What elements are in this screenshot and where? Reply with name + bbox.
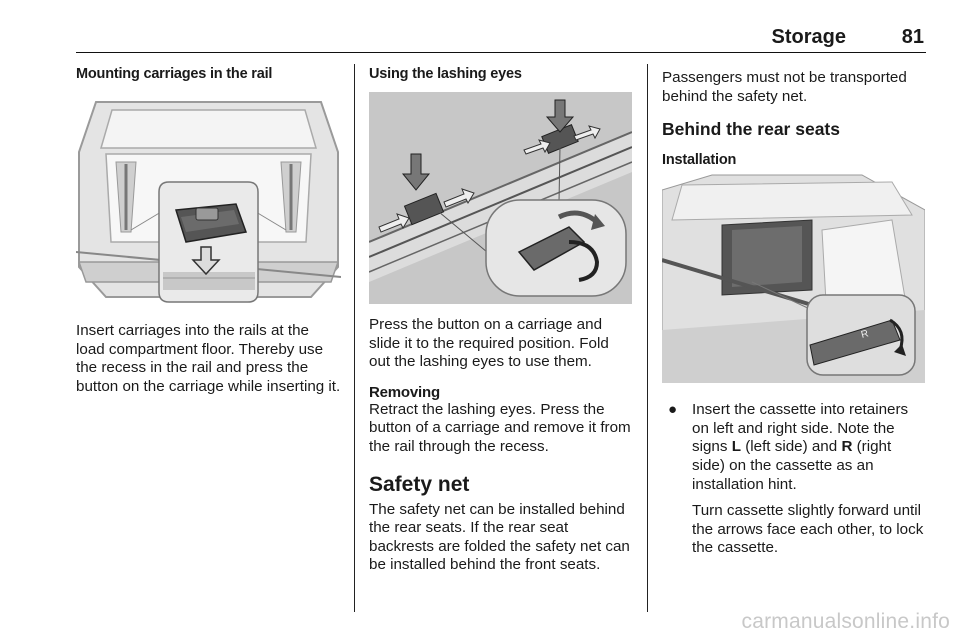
- heading-safety-net: Safety net: [369, 472, 470, 496]
- heading-installation: Installation: [662, 152, 737, 169]
- figure-lashing-eyes: [369, 92, 632, 304]
- sign-l: L: [731, 438, 741, 456]
- section-title: Storage: [771, 26, 846, 48]
- column-1: [76, 66, 341, 396]
- page-header: [76, 20, 926, 53]
- cassette-sign-r: R: [859, 328, 870, 342]
- bullet-insert-cassette: [662, 401, 927, 558]
- page-number: 81: [901, 26, 924, 48]
- figure-cassette-installation: [662, 170, 925, 383]
- heading-behind-rear-seats: Behind the rear seats: [662, 119, 840, 140]
- bullet-followup: Turn cassette slightly forward until the arrows face each other, to lock the cassette.: [692, 502, 924, 557]
- bullet-text-part-1: Insert the cassette into retainers on left and right side. Note the signs: [692, 401, 909, 456]
- paragraph-safety-net: The safety net can be installed behind the rear seats. If the rear seat backrests are folded the safety net can be installed behind the front seats.: [369, 500, 630, 574]
- heading-removing: Removing: [369, 383, 440, 401]
- bullet-dot: ●: [668, 401, 678, 419]
- bullet-text-part-3: (right side) on the cassette as an installation hint.: [692, 438, 892, 493]
- sign-r: R: [841, 438, 853, 456]
- bullet-text: [692, 401, 927, 494]
- column-divider-1: [354, 64, 355, 612]
- heading-mounting-carriages: Mounting carriages in the rail: [76, 66, 273, 82]
- figure-carriage-mounting: [76, 92, 341, 307]
- column-2: [369, 66, 634, 575]
- watermark: carmanualsonline.info: [741, 610, 950, 633]
- column-divider-2: [647, 64, 648, 612]
- bullet-text-part-2: (left side) and: [740, 438, 842, 456]
- paragraph-lashing: Press the button on a carriage and slide it to the required position. Fold out the lashing eyes to use them.: [369, 316, 609, 371]
- paragraph-passengers: Passengers must not be transported behind the safety net.: [662, 69, 907, 105]
- paragraph-removing: Retract the lashing eyes. Press the button of a carriage and remove it from the rail through the recess.: [369, 400, 631, 455]
- heading-lashing-eyes: Using the lashing eyes: [369, 66, 522, 82]
- column-3: [662, 66, 927, 558]
- paragraph-mounting: Insert carriages into the rails at the load compartment floor. Thereby use the recess in the rail and press the button on the carriage while inserting it.: [76, 322, 341, 395]
